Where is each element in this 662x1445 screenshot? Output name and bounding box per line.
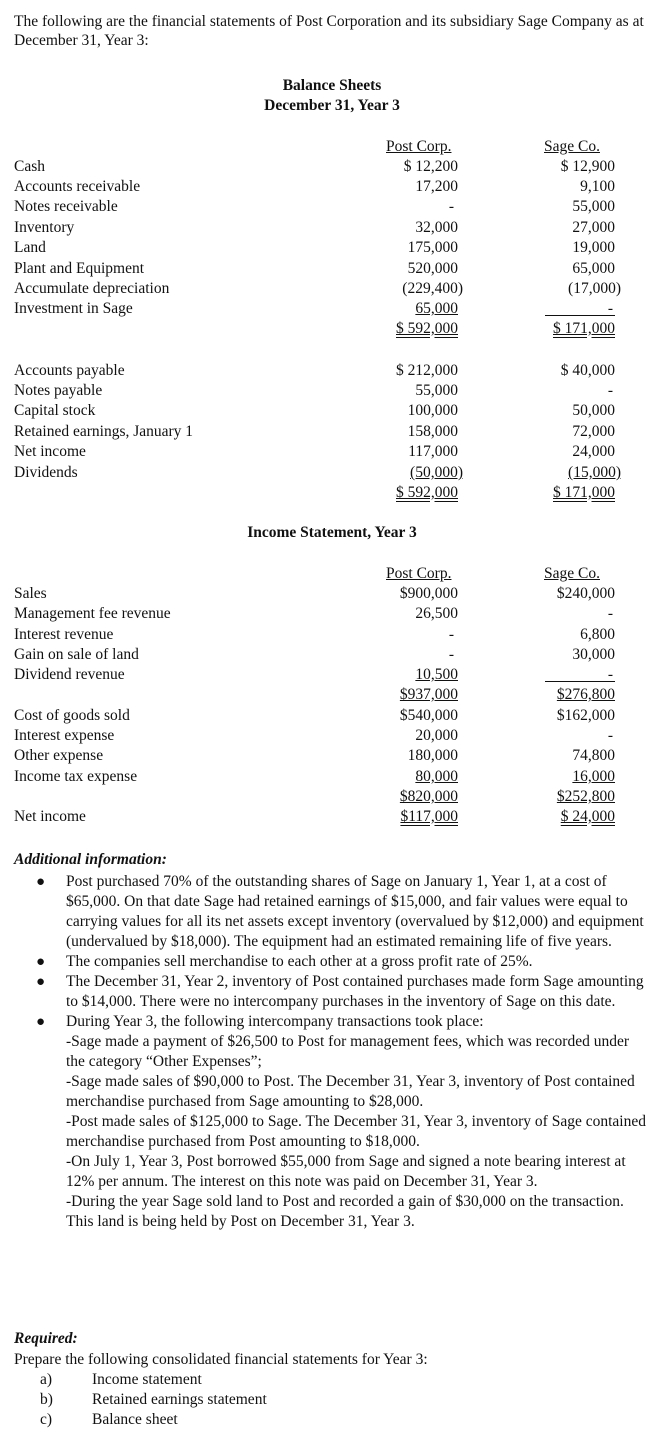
bs-row-label: Retained earnings, January 1 (14, 423, 194, 440)
is-post-revenue-total: $937,000 (399, 686, 458, 703)
is-row-label: Other expense (14, 747, 104, 764)
is-post-value: 180,000 (407, 747, 458, 764)
bs-post-value: $ 12,200 (403, 158, 458, 175)
intro-paragraph: The following are the financial statements of Post Corporation and its subsidiary Sage Company as at December 31, Year 3: (14, 13, 644, 49)
bs-post-value: - (448, 198, 454, 215)
item-text: Retained earnings statement (92, 1391, 267, 1408)
is-post-expense-total: $820,000 (399, 788, 458, 805)
bs-row-label: Capital stock (14, 402, 96, 419)
bullet-text: During Year 3, the following intercompany transactions took place: (66, 1013, 484, 1030)
transaction-item: -Sage made a payment of $26,500 to Post for management fees, which was recorded under the category “Other Expenses”; (66, 1033, 629, 1070)
bs-post-value: (50,000) (410, 464, 463, 481)
bs-post-liabilities-total: $ 592,000 (396, 484, 458, 501)
bullet-text: Post purchased 70% of the outstanding shares of Sage on January 1, Year 1, at a cost of $65,000. On that date Sage had retained earnings of $15,000, and fair values were equal to carrying values for all its net assets except inventory (overvalued by $12,000) and equipment (undervalued by $18,000). The equipment had an estimated remaining life of five years. (66, 873, 644, 950)
bs-row-label: Notes receivable (14, 198, 118, 215)
bs-col-header-sage: Sage Co. (544, 138, 600, 155)
is-row-label: Income tax expense (14, 768, 138, 785)
is-sage-net-income: $ 24,000 (560, 808, 615, 825)
bs-post-value: $ 212,000 (396, 362, 458, 379)
bs-post-value: 175,000 (407, 239, 458, 256)
is-row-label: Interest expense (14, 727, 115, 744)
bs-row-label: Accumulate depreciation (14, 280, 170, 297)
is-row-label: Gain on sale of land (14, 646, 139, 663)
required-heading: Required: (14, 1330, 78, 1347)
bs-post-value: (229,400) (402, 280, 463, 297)
is-sage-value: $240,000 (556, 585, 615, 602)
is-post-value: $900,000 (399, 585, 458, 602)
list-item (14, 972, 650, 1012)
is-row-label: Interest revenue (14, 626, 114, 643)
bs-row-label: Investment in Sage (14, 300, 133, 317)
bs-sage-liabilities-total: $ 171,000 (553, 484, 615, 501)
is-sage-expense-total: $252,800 (556, 788, 615, 805)
bs-sage-value: 24,000 (572, 443, 615, 460)
bullet-icon: ● (36, 974, 46, 990)
bs-row-label: Net income (14, 443, 86, 460)
bs-sage-value: $ 40,000 (560, 362, 615, 379)
is-row-label: Sales (14, 585, 47, 602)
is-post-value: 80,000 (415, 768, 458, 785)
is-row-label: Management fee revenue (14, 605, 171, 622)
transaction-item: -Sage made sales of $90,000 to Post. The December 31, Year 3, inventory of Post contained merchandise purchased from Sage amounting to $28,000. (66, 1073, 635, 1110)
balance-sheet-subtitle: December 31, Year 3 (264, 97, 400, 114)
bs-sage-value: 72,000 (572, 423, 615, 440)
bs-col-header-post: Post Corp. (386, 138, 452, 155)
bs-post-value: 117,000 (408, 443, 458, 460)
is-sage-value: - (607, 666, 613, 683)
item-letter: c) (40, 1411, 53, 1428)
bullet-text: The companies sell merchandise to each other at a gross profit rate of 25%. (66, 953, 533, 970)
income-statement-title: Income Statement, Year 3 (247, 524, 417, 541)
bs-sage-value: 65,000 (572, 260, 615, 277)
is-sage-value: 6,800 (580, 626, 615, 643)
is-post-value: - (448, 626, 454, 643)
bs-post-value: 55,000 (415, 382, 458, 399)
is-sage-value: - (607, 605, 613, 622)
is-post-value: $540,000 (399, 707, 458, 724)
bs-row-label: Accounts receivable (14, 178, 141, 195)
is-post-value: 26,500 (415, 605, 458, 622)
is-sage-revenue-total: $276,800 (556, 686, 615, 703)
is-sage-value: $162,000 (556, 707, 615, 724)
transaction-item: -On July 1, Year 3, Post borrowed $55,000 from Sage and signed a note bearing interest at 12% per annum. The interest on this note was paid on December 31, Year 3. (66, 1153, 626, 1190)
bs-post-value: 32,000 (415, 219, 458, 236)
is-sage-value: 74,800 (572, 747, 615, 764)
bs-sage-value: 19,000 (572, 239, 615, 256)
additional-info-heading: Additional information: (14, 851, 167, 868)
bs-post-value: 158,000 (407, 423, 458, 440)
bullet-text: The December 31, Year 2, inventory of Post contained purchases made form Sage amounting to $14,000. There were no intercompany purchases in the inventory of Sage on this date. (66, 973, 644, 1010)
item-text: Balance sheet (92, 1411, 178, 1428)
bs-row-label: Accounts payable (14, 362, 125, 379)
list-item (14, 952, 650, 972)
bs-sage-underline (545, 315, 615, 316)
is-sage-value: 16,000 (572, 768, 615, 785)
bs-row-label: Notes payable (14, 382, 103, 399)
required-text: Prepare the following consolidated financial statements for Year 3: (14, 1351, 428, 1368)
list-item (14, 872, 650, 952)
is-sage-underline (545, 681, 615, 682)
bs-post-assets-total: $ 592,000 (396, 320, 458, 337)
bullet-icon: ● (36, 874, 46, 890)
bs-post-value: 65,000 (415, 300, 458, 317)
transaction-item: -Post made sales of $125,000 to Sage. The December 31, Year 3, inventory of Sage contained merchandise purchased from Post amounting to $18,000. (66, 1113, 646, 1150)
bs-sage-value: (15,000) (568, 464, 621, 481)
is-row-label: Dividend revenue (14, 666, 125, 683)
bs-row-label: Land (14, 239, 46, 256)
is-post-value: 20,000 (415, 727, 458, 744)
bs-sage-value: 27,000 (572, 219, 615, 236)
bs-row-label: Inventory (14, 219, 75, 236)
is-post-value: - (448, 646, 454, 663)
bs-sage-value: 55,000 (572, 198, 615, 215)
additional-info-list (14, 872, 650, 1232)
is-sage-value: - (607, 727, 613, 744)
bullet-icon: ● (36, 1014, 46, 1030)
bs-sage-value: 9,100 (580, 178, 615, 195)
bs-sage-value: - (607, 300, 613, 317)
bs-sage-value: - (607, 382, 613, 399)
item-text: Income statement (92, 1371, 202, 1388)
bs-sage-assets-total: $ 171,000 (553, 320, 615, 337)
is-post-net-income: $117,000 (400, 808, 458, 825)
balance-sheet-title: Balance Sheets (282, 77, 382, 94)
list-item (14, 1012, 650, 1232)
item-letter: a) (40, 1371, 53, 1388)
bs-sage-value: (17,000) (568, 280, 621, 297)
transaction-item: -During the year Sage sold land to Post and recorded a gain of $30,000 on the transaction. This land is being held by Post on December 31, Year 3. (66, 1193, 624, 1230)
bs-row-label: Plant and Equipment (14, 260, 145, 277)
bs-post-value: 520,000 (407, 260, 458, 277)
is-net-income-label: Net income (14, 808, 86, 825)
is-row-label: Cost of goods sold (14, 707, 130, 724)
bullet-icon: ● (36, 954, 46, 970)
bs-row-label: Dividends (14, 464, 78, 481)
bs-sage-value: $ 12,900 (560, 158, 615, 175)
bs-row-label: Cash (14, 158, 45, 175)
bs-post-value: 100,000 (407, 402, 458, 419)
is-col-header-sage: Sage Co. (544, 565, 600, 582)
is-sage-value: 30,000 (572, 646, 615, 663)
bs-post-value: 17,200 (415, 178, 458, 195)
bs-sage-value: 50,000 (572, 402, 615, 419)
is-col-header-post: Post Corp. (386, 565, 452, 582)
item-letter: b) (40, 1391, 53, 1408)
is-post-value: 10,500 (415, 666, 458, 683)
